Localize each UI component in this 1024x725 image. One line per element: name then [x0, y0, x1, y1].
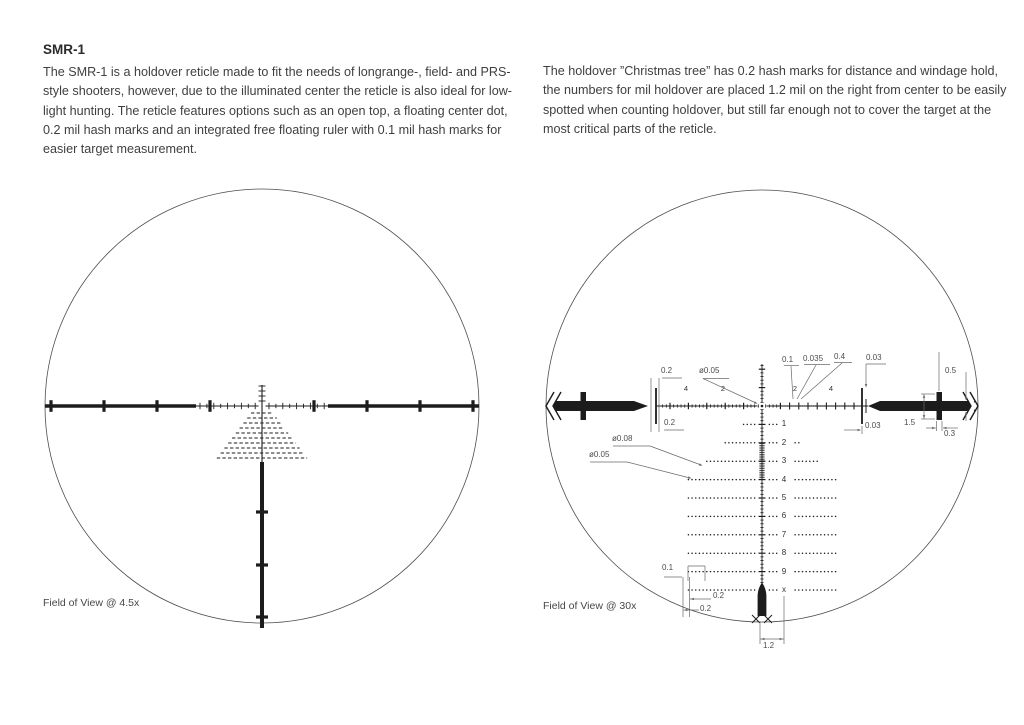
- holdover-number-8: 8: [781, 548, 787, 557]
- holdover-number-6: 6: [781, 511, 787, 520]
- dim-tree-dot-small: ø0.05: [589, 450, 610, 459]
- dim-center-dot: ø0.05: [699, 366, 720, 375]
- dim-tick-width-bottom: 0.03: [865, 421, 881, 430]
- dim-bottom-hash-2: 0.2: [700, 604, 712, 613]
- dim-tree-dot-large: ø0.08: [612, 434, 633, 443]
- holdover-number-5: 5: [781, 493, 787, 502]
- dim-tick-width-top: 0.03: [866, 353, 882, 362]
- mil-label-right-4: 4: [828, 384, 834, 393]
- holdover-number-10: x: [782, 585, 786, 594]
- dim-bottom-hash-1: 0.2: [713, 591, 725, 600]
- dim-crossbar-width: 0.3: [944, 429, 956, 438]
- dim-ruler-group: 0.035: [803, 354, 824, 363]
- dim-crossbar-height: 1.5: [904, 418, 916, 427]
- mil-label-left-2: 2: [720, 384, 726, 393]
- dim-tick-above: 0.2: [661, 366, 673, 375]
- dim-number-offset: 1.2: [763, 641, 775, 650]
- left-description: The SMR-1 is a holdover reticle made to fit the needs of longrange-, field- and PRS-style shooters, however, due to the illuminated center the reticle is also ideal for low-light hunting. The reticle features options such as an open top, a floating center dot, 0.2 mil hash marks and an integrated free floating ruler with 0.1 mil hash marks for easier target measurement.: [43, 65, 513, 157]
- dim-bottom-dot-spacing: 0.1: [662, 563, 674, 572]
- holdover-number-4: 4: [781, 475, 787, 484]
- holdover-number-7: 7: [781, 530, 787, 539]
- fov-caption-left: Field of View @ 4.5x: [43, 597, 140, 609]
- holdover-number-3: 3: [781, 456, 787, 465]
- dim-tick-below: 0.2: [664, 418, 676, 427]
- dim-ruler-span: 0.4: [834, 352, 846, 361]
- right-description: The holdover ”Christmas tree” has 0.2 hash marks for distance and windage hold, the numbers for mil holdover are placed 1.2 mil on the right from center to be easily spotted when counting holdover, but still far enough not to cover the target at the most critical parts of the reticle.: [543, 64, 1007, 136]
- holdover-number-1: 1: [781, 419, 787, 428]
- holdover-number-9: 9: [781, 567, 787, 576]
- fov-caption-right: Field of View @ 30x: [543, 600, 637, 612]
- page-title: SMR-1: [43, 42, 86, 57]
- holdover-number-2: 2: [781, 438, 787, 447]
- mil-label-right-2: 2: [792, 384, 798, 393]
- dim-ruler-tick: 0.1: [782, 355, 794, 364]
- mil-label-left-4: 4: [683, 384, 689, 393]
- dim-post-thickness: 0.5: [945, 366, 957, 375]
